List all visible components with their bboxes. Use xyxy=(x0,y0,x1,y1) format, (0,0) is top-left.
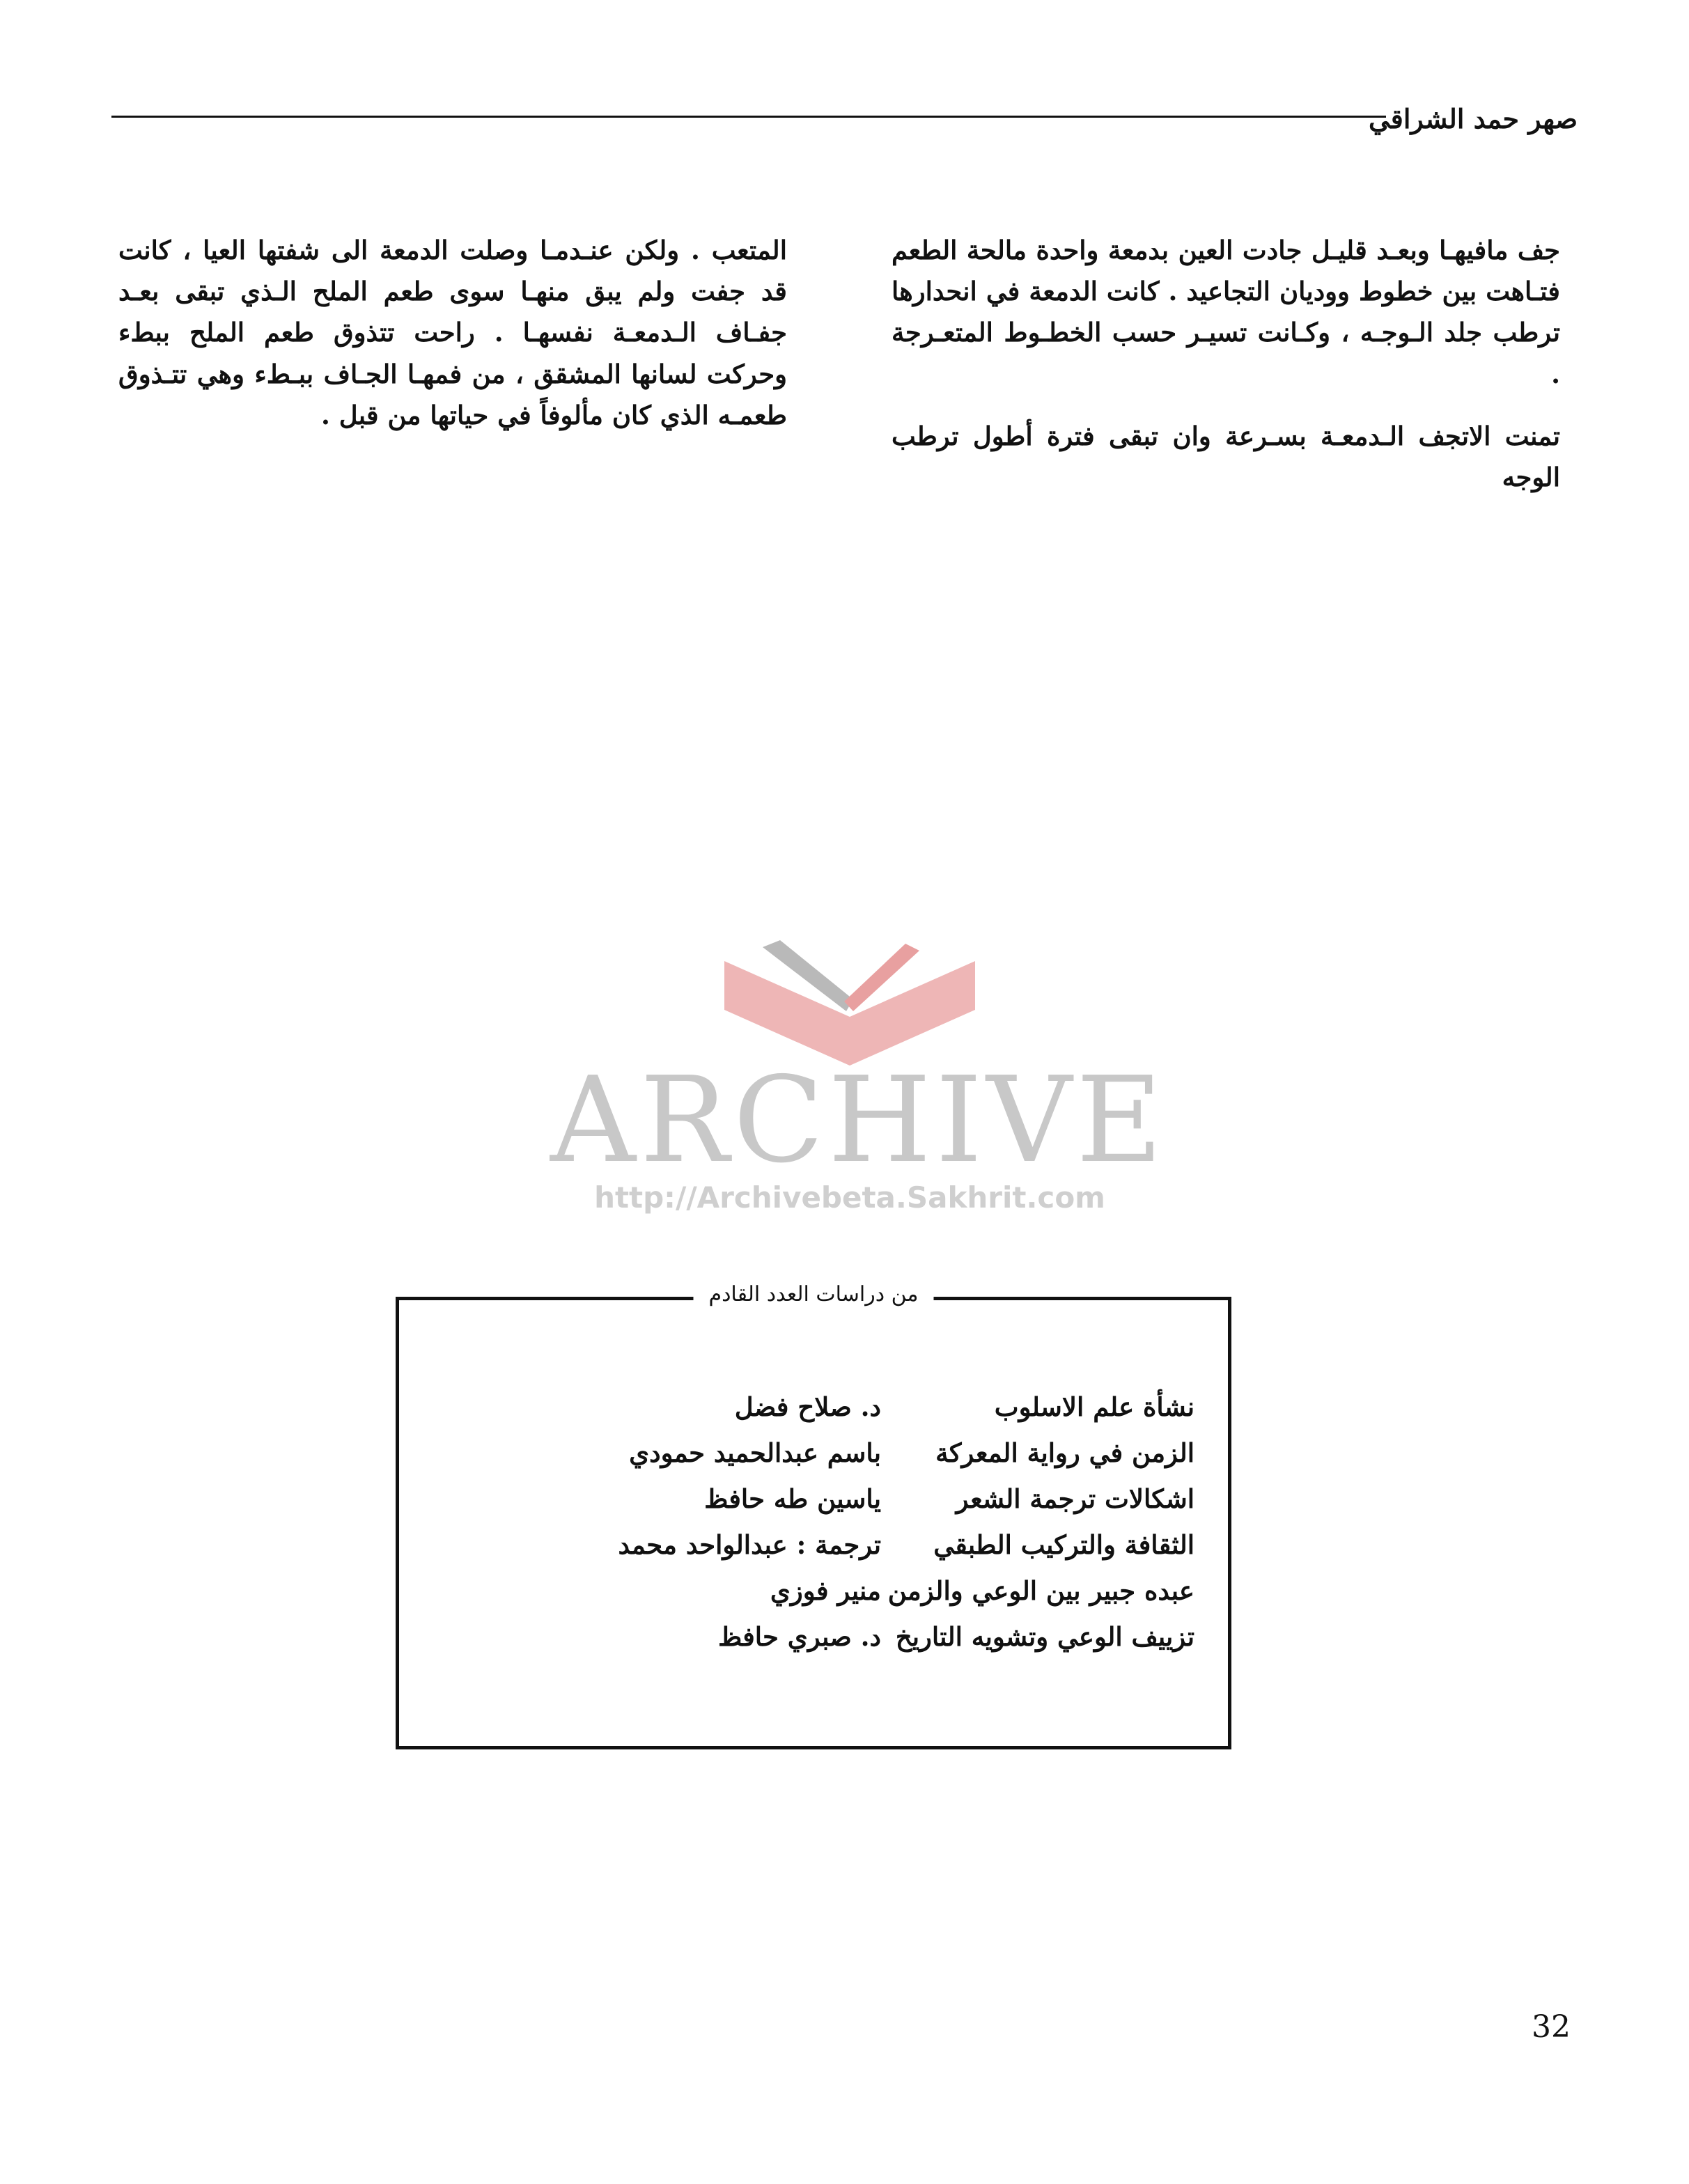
header-rule xyxy=(111,116,1386,118)
study-title: الثقافة والتركيب الطبقي xyxy=(933,1529,1194,1560)
article-column-right xyxy=(892,230,1560,519)
list-item xyxy=(399,1614,1228,1660)
article-column-left xyxy=(118,230,787,457)
watermark xyxy=(550,933,1167,1226)
page-number: 32 xyxy=(1532,2009,1571,2045)
list-item xyxy=(399,1430,1228,1476)
next-issue-box xyxy=(396,1282,1231,1749)
study-author: ترجمة : عبدالواحد محمد xyxy=(618,1529,881,1560)
study-title: عبده جبير بين الوعي والزمن xyxy=(887,1575,1194,1606)
paragraph: المتعب . ولكن عنـدمـا وصلت الدمعة الى شفتها العيا ، كانت قد جفت ولم يبق منهـا سوى طعم الملح الـذي تبقى بعـد جفـاف الـدمعـة نفسهـا . راحت تتذوق طعم الملح ببطء وحركت لسانها المشقق ، من فمهـا الجـاف ببـطء وهي تتـذوق طعمـه الذي كان مألوفاً في حياتها من قبل . xyxy=(118,235,787,430)
study-title: الزمن في رواية المعركة xyxy=(935,1437,1194,1468)
next-issue-title: من دراسات العدد القادم xyxy=(694,1282,934,1306)
study-author: د. صلاح فضل xyxy=(734,1391,881,1422)
list-item xyxy=(399,1476,1228,1522)
study-author: د. صبري حافظ xyxy=(717,1621,881,1652)
list-item xyxy=(399,1568,1228,1614)
paragraph: تمنت الاتجف الـدمعـة بسـرعة وان تبقى فترة أطول ترطب الوجه xyxy=(892,420,1560,492)
watermark-url: http://Archivebeta.Sakhrit.com xyxy=(594,1180,1105,1215)
watermark-word: ARCHIVE xyxy=(550,1052,1167,1190)
study-author: باسم عبدالحميد حمودي xyxy=(629,1437,881,1468)
next-issue-list xyxy=(399,1384,1228,1660)
paragraph: جف مافيهـا وبعـد قليـل جادت العين بدمعة واحدة مالحة الطعم فتـاهت بين خطوط ووديان التجاعيد . كانت الدمعة في انحدارها ترطب جلد الـوجـه ، وكـانت تسيـر حسب الخطـوط المتعـرجة . xyxy=(892,235,1560,389)
study-author: منير فوزي xyxy=(770,1575,881,1606)
list-item xyxy=(399,1522,1228,1568)
study-author: ياسين طه حافظ xyxy=(704,1483,881,1514)
study-title: تزييف الوعي وتشويه التاريخ xyxy=(895,1621,1194,1652)
list-item xyxy=(399,1384,1228,1430)
study-title: نشأة علم الاسلوب xyxy=(994,1391,1194,1422)
running-header: صهر حمد الشراقي xyxy=(1368,103,1578,134)
study-title: اشكالات ترجمة الشعر xyxy=(956,1483,1194,1514)
